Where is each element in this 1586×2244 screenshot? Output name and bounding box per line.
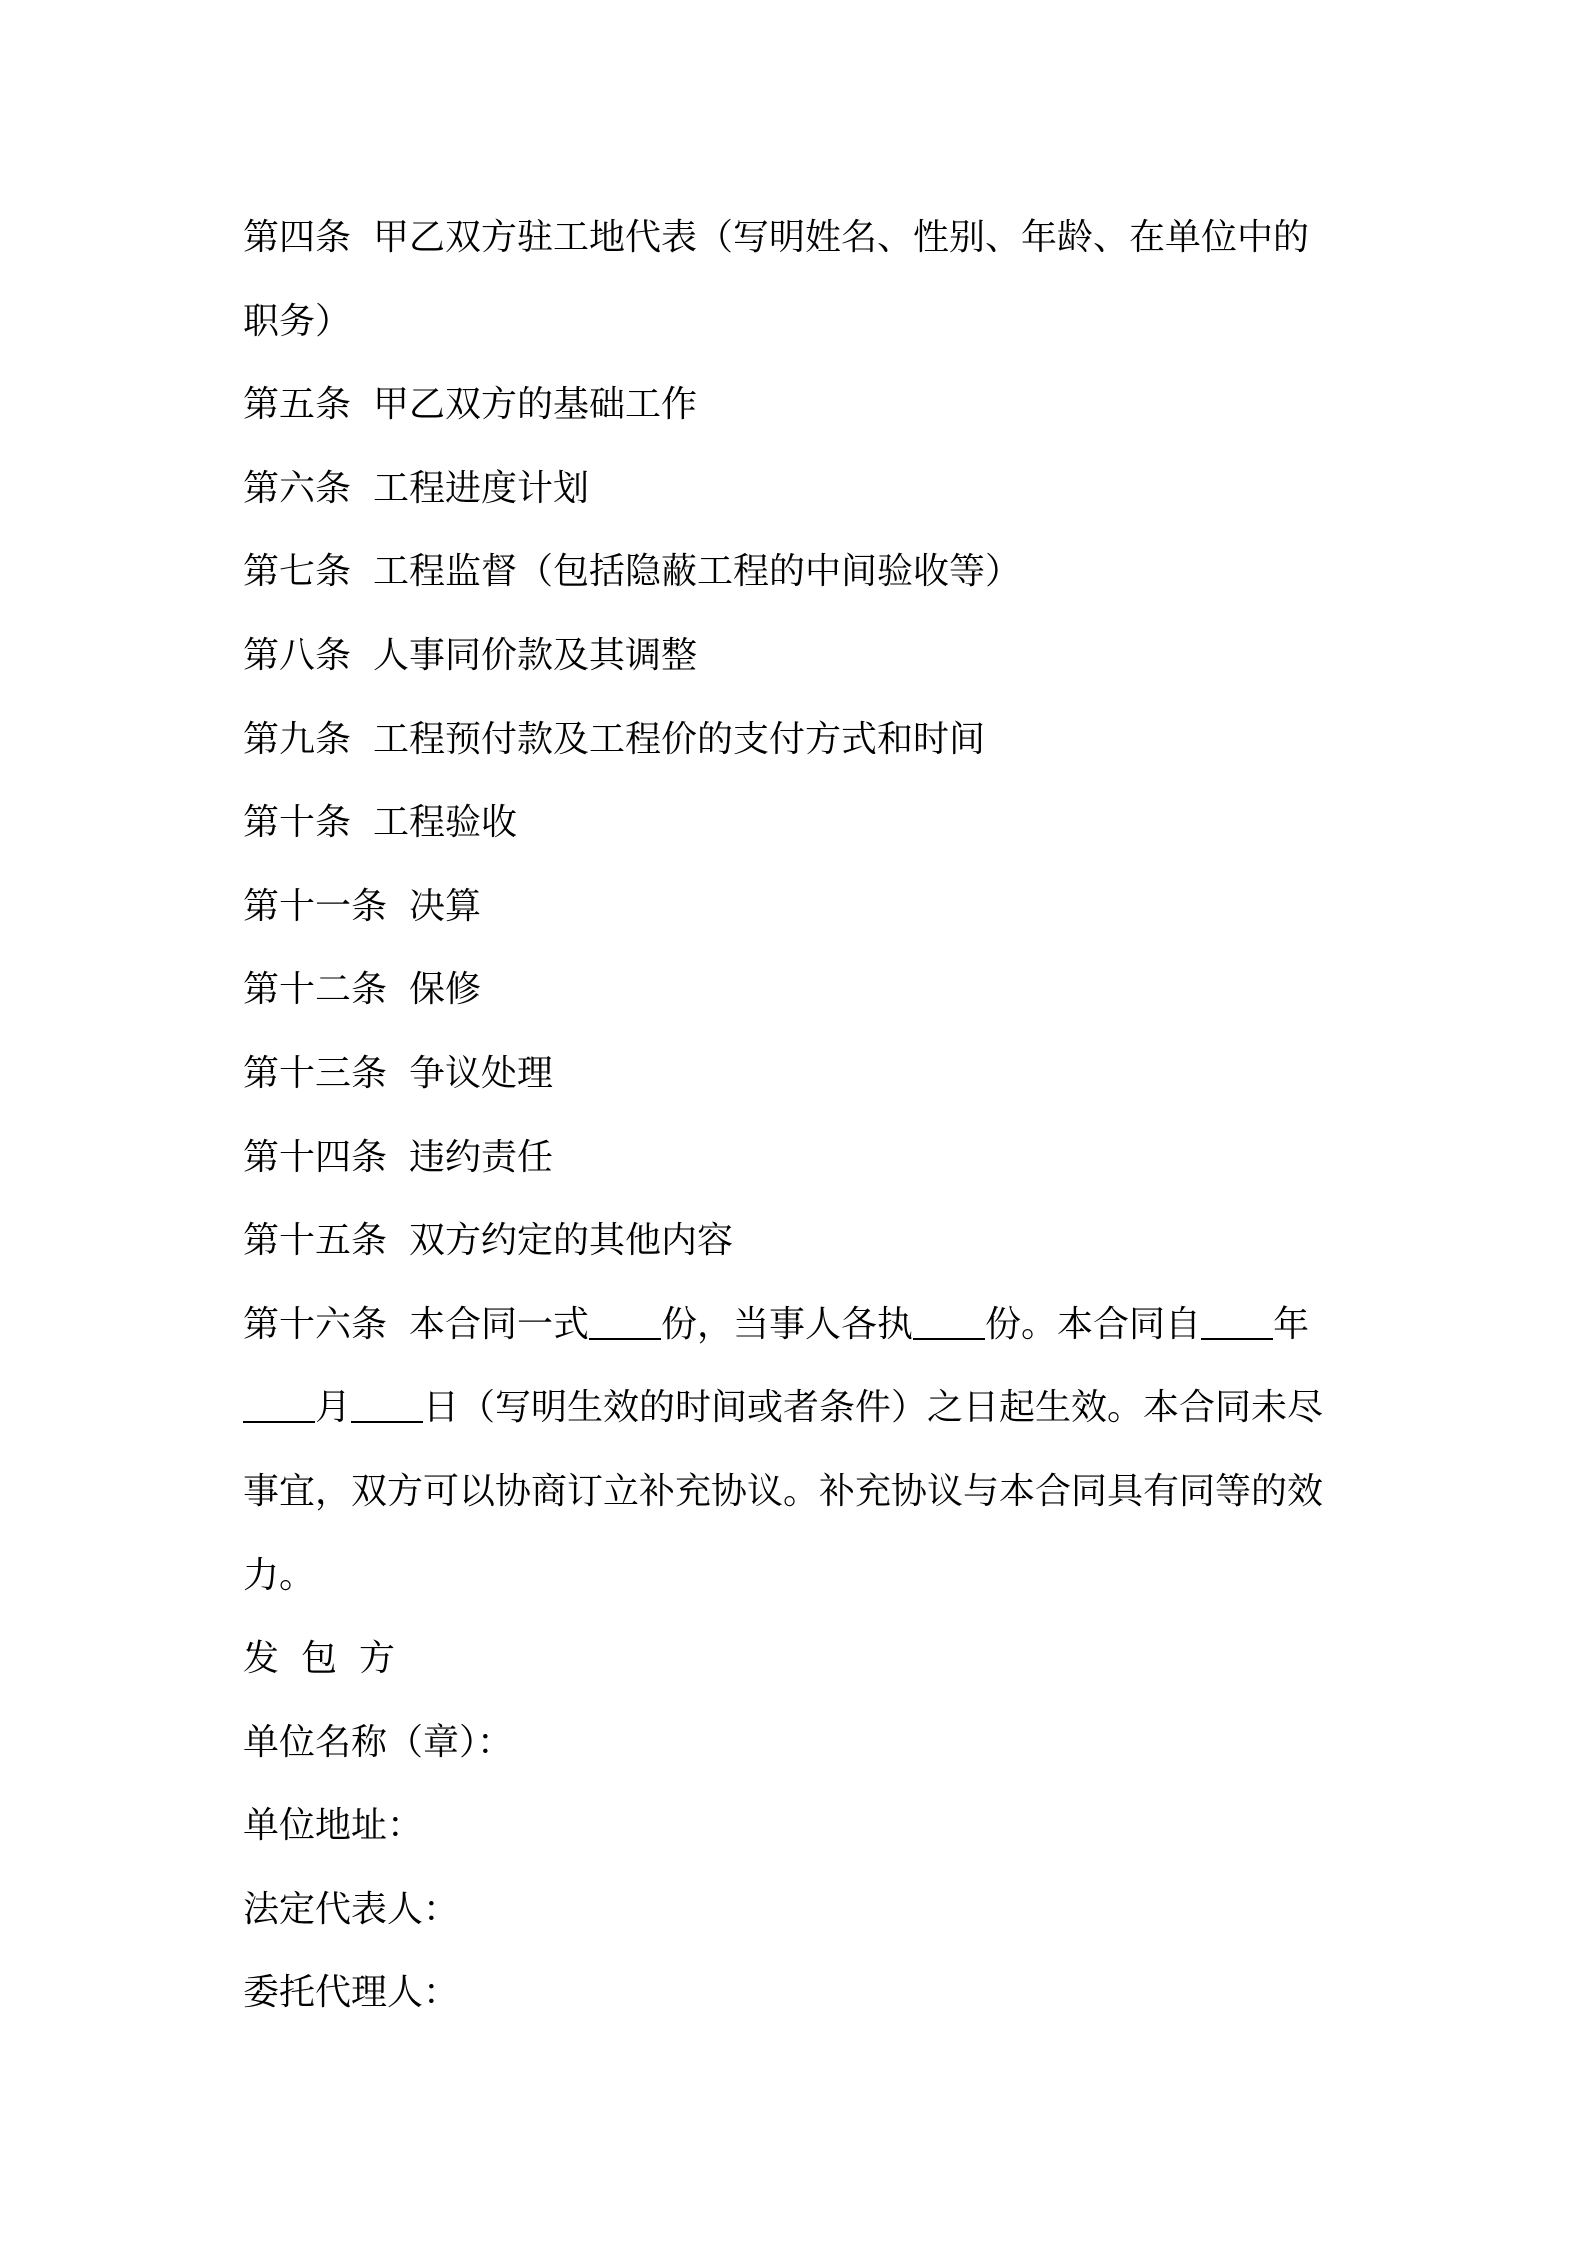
article-text: 工程验收 — [373, 802, 518, 844]
year-blank — [1201, 1306, 1273, 1340]
article-text: 月 — [315, 1387, 352, 1429]
article-text: 日（写明生效的时间或者条件）之日起生效。本合同未尽 — [423, 1387, 1324, 1429]
article-number: 第十四条 — [243, 1136, 388, 1178]
article-number: 第十一条 — [243, 885, 388, 927]
article-number: 第十二条 — [243, 969, 388, 1011]
article-text: 甲乙双方的基础工作 — [373, 384, 698, 426]
article-10 — [243, 781, 1363, 865]
article-number: 第十三条 — [243, 1052, 388, 1094]
article-text: 工程进度计划 — [373, 467, 590, 509]
article-text: 份，当事人各执 — [661, 1303, 914, 1345]
article-text: 事宜，双方可以协商订立补充协议。补充协议与本合同具有同等的效 — [243, 1470, 1324, 1512]
article-8 — [243, 614, 1363, 698]
each-party-copies-blank — [913, 1306, 985, 1340]
article-4 — [243, 196, 1363, 280]
party-heading: 发包方 — [243, 1638, 418, 1680]
article-text: 力。 — [243, 1554, 316, 1596]
article-12 — [243, 948, 1363, 1032]
article-9 — [243, 698, 1363, 782]
article-4-continued — [243, 280, 1363, 364]
copies-blank — [589, 1306, 661, 1340]
unit-name-label: 单位名称（章）： — [243, 1721, 514, 1763]
article-11 — [243, 865, 1363, 949]
article-text: 争议处理 — [409, 1052, 554, 1094]
article-text: 年 — [1273, 1303, 1310, 1345]
article-16-line-2 — [243, 1366, 1363, 1450]
article-5 — [243, 363, 1363, 447]
document-page — [243, 196, 1363, 2035]
article-text: 人事同价款及其调整 — [373, 634, 698, 676]
unit-address-label: 单位地址： — [243, 1805, 424, 1847]
article-13 — [243, 1032, 1363, 1116]
article-number: 第六条 — [243, 467, 352, 509]
day-blank — [351, 1389, 423, 1423]
authorized-agent-label: 委托代理人： — [243, 1972, 460, 2014]
article-number: 第九条 — [243, 718, 352, 760]
article-number: 第七条 — [243, 551, 352, 593]
legal-representative-label: 法定代表人： — [243, 1888, 460, 1930]
article-16-line-1 — [243, 1283, 1363, 1367]
article-number: 第十条 — [243, 802, 352, 844]
article-number: 第十六条 — [243, 1303, 388, 1345]
article-15 — [243, 1199, 1363, 1283]
article-text: 甲乙双方驻工地代表（写明姓名、性别、年龄、在单位中的 — [373, 217, 1310, 258]
article-6 — [243, 447, 1363, 531]
article-number: 第五条 — [243, 384, 352, 426]
article-text: 份。本合同自 — [985, 1303, 1202, 1345]
article-text: 本合同一式 — [409, 1303, 590, 1345]
article-text: 职务） — [243, 300, 352, 342]
month-blank — [243, 1389, 315, 1423]
article-number: 第四条 — [243, 217, 352, 258]
article-number: 第十五条 — [243, 1220, 388, 1262]
article-7 — [243, 530, 1363, 614]
article-text: 保修 — [409, 969, 482, 1011]
article-text: 违约责任 — [409, 1136, 554, 1178]
article-16-line-4 — [243, 1534, 1363, 1618]
article-14 — [243, 1116, 1363, 1200]
article-text: 决算 — [409, 885, 482, 927]
article-text: 工程监督（包括隐蔽工程的中间验收等） — [373, 551, 1022, 593]
article-text: 双方约定的其他内容 — [409, 1220, 734, 1262]
article-16-line-3 — [243, 1450, 1363, 1534]
article-number: 第八条 — [243, 634, 352, 676]
article-text: 工程预付款及工程价的支付方式和时间 — [373, 718, 986, 760]
